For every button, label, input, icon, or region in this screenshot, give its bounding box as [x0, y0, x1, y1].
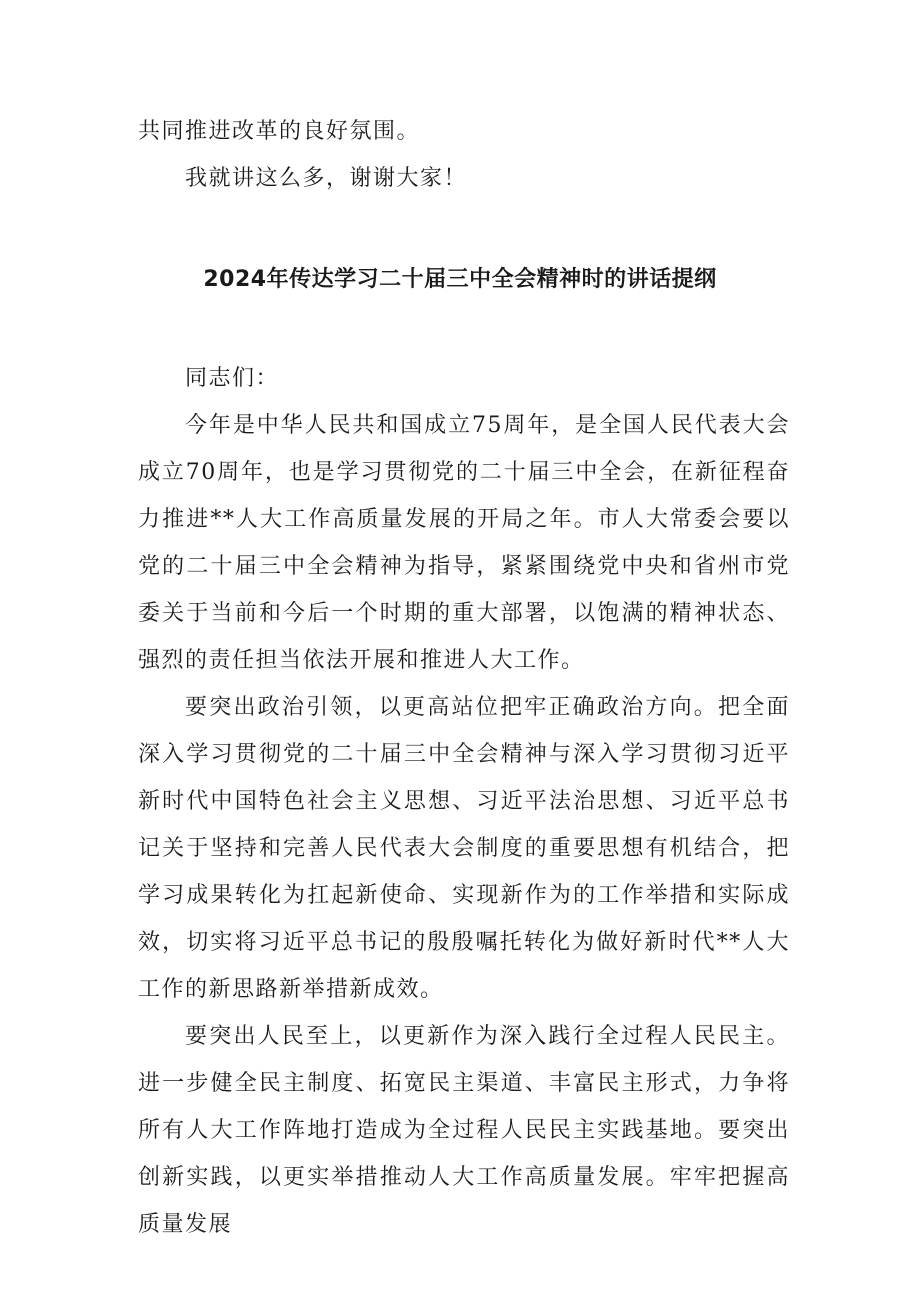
article-body [138, 355, 790, 1248]
salutation: 同志们： [185, 366, 280, 391]
body-paragraph-1: 今年是中华人民共和国成立75周年，是全国人民代表大会成立70周年，也是学习贯彻党的二十届三中全会，在新征程奋力推进**人大工作高质量发展的开局之年。市人大常委会要以党的二十届三中全会精神为指导，紧紧围绕党中央和省州市党委关于当前和今后一个时期的重大部署，以饱满的精神状态、强烈的责任担当依法开展和推进人大工作。 [138, 413, 790, 673]
body-paragraph-3: 要突出人民至上，以更新作为深入践行全过程人民民主。进一步健全民主制度、拓宽民主渠道、丰富民主形式，力争将所有人大工作阵地打造成为全过程人民民主实践基地。要突出创新实践，以更实举措推动人大工作高质量发展。牢牢把握高质量发展 [138, 1024, 790, 1237]
continuation-paragraph: 共同推进改革的良好氛围。 [138, 119, 421, 144]
previous-speech-ending [138, 108, 790, 202]
body-paragraph-2: 要突出政治引领，以更高站位把牢正确政治方向。把全面深入学习贯彻党的二十届三中全会精神与深入学习贯彻习近平新时代中国特色社会主义思想、习近平法治思想、习近平总书记关于坚持和完善人民代表大会制度的重要思想有机结合，把学习成果转化为扛起新使命、实现新作为的工作举措和实际成效，切实将习近平总书记的殷殷嘱托转化为做好新时代**人大工作的新思路新举措新成效。 [138, 695, 790, 1002]
article-title: 2024年传达学习二十届三中全会精神时的讲话提纲 [203, 267, 717, 292]
closing-remark: 我就讲这么多，谢谢大家！ [185, 166, 468, 191]
